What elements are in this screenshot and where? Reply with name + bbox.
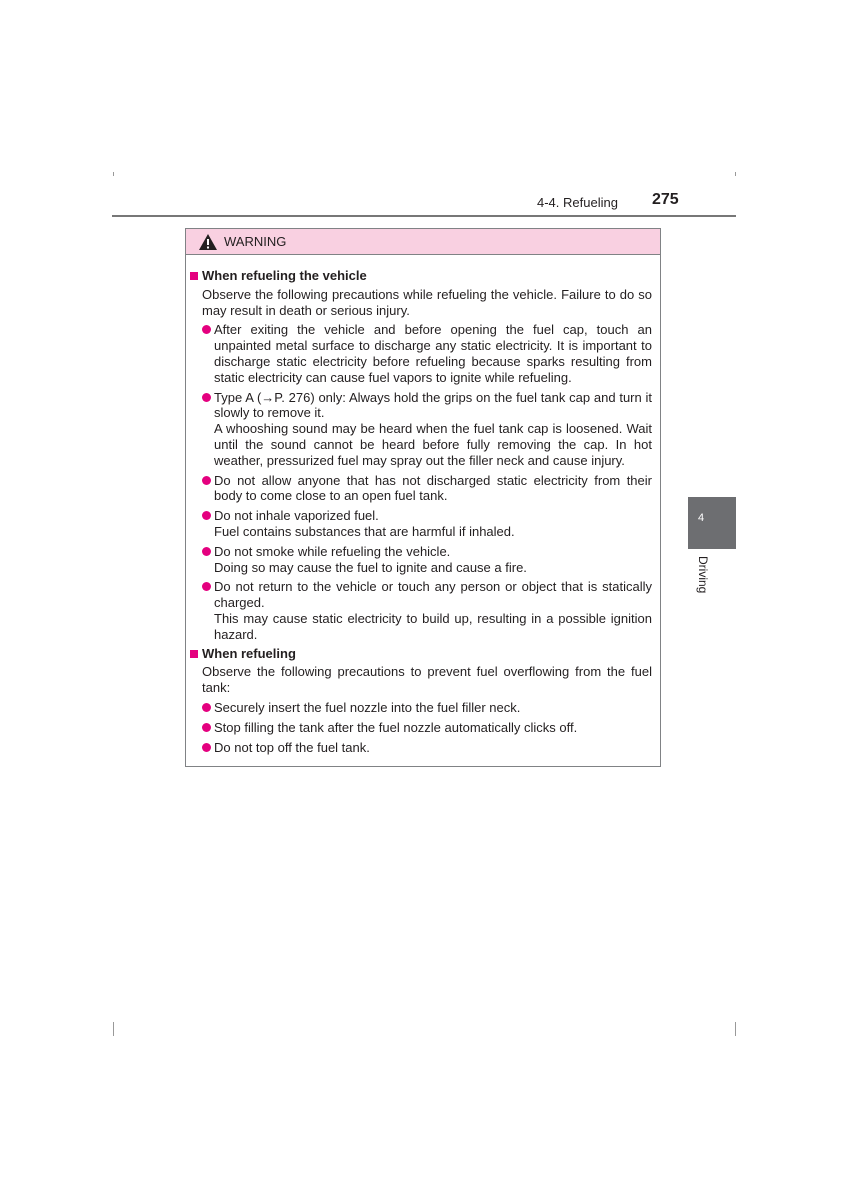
warning-triangle-icon xyxy=(198,233,218,251)
bullet-item xyxy=(190,473,656,505)
bullet-text xyxy=(214,579,652,642)
bullet-paragraph: Fuel contains substances that are harmful if inhaled. xyxy=(214,523,515,539)
section-heading xyxy=(190,268,656,284)
circle-bullet-icon xyxy=(202,511,211,520)
circle-bullet-icon xyxy=(202,547,211,556)
bullet-paragraph: Doing so may cause the fuel to ignite and cause a fire. xyxy=(214,559,527,575)
circle-bullet-icon xyxy=(202,723,211,732)
warning-section xyxy=(190,268,656,643)
chapter-number: 4 xyxy=(698,512,705,524)
bullet-paragraph: Do not return to the vehicle or touch any person or object that is statically charged. xyxy=(214,579,652,611)
bullet-paragraph: Securely insert the fuel nozzle into the fuel filler neck. xyxy=(214,699,521,715)
bullet-text xyxy=(214,544,652,576)
crop-mark xyxy=(113,172,114,176)
section-intro: Observe the following precautions while refueling the vehicle. Failure to do so may result in death or serious injury. xyxy=(202,286,652,318)
warning-content xyxy=(186,255,660,755)
crop-mark xyxy=(735,172,736,176)
section-title: 4-4. Refueling xyxy=(537,195,618,210)
bullet-text xyxy=(214,322,652,385)
bullet-item xyxy=(190,720,656,736)
bullet-item xyxy=(190,322,656,385)
chapter-label: Driving xyxy=(696,556,710,594)
bullet-text xyxy=(214,473,652,505)
bullet-paragraph: A whooshing sound may be heard when the fuel tank cap is loosened. Wait until the sound cannot be heard before fully removing the cap. In hot weather, pressurized fuel may spray out the filler neck and cause injury. xyxy=(214,421,652,468)
bullet-text xyxy=(214,508,652,540)
page-number: 275 xyxy=(652,191,679,208)
bullet-item xyxy=(190,508,656,540)
chapter-tab xyxy=(688,497,736,549)
section-heading-text: When refueling xyxy=(202,645,296,661)
bullet-paragraph: Do not top off the fuel tank. xyxy=(214,739,370,755)
warning-section xyxy=(190,646,656,756)
section-intro: Observe the following precautions to prevent fuel overflowing from the fuel tank: xyxy=(202,664,652,696)
bullet-paragraph: This may cause static electricity to build up, resulting in a possible ignition hazard. xyxy=(214,610,652,642)
section-heading-text: When refueling the vehicle xyxy=(202,268,367,283)
bullet-item xyxy=(190,390,656,469)
warning-header xyxy=(186,229,660,255)
header-divider xyxy=(112,215,736,217)
bullet-text xyxy=(214,740,652,756)
bullet-paragraph: Stop filling the tank after the fuel nozzle automatically clicks off. xyxy=(214,719,578,735)
bullet-text xyxy=(214,720,652,736)
circle-bullet-icon xyxy=(202,393,211,402)
bullet-item xyxy=(190,544,656,576)
circle-bullet-icon xyxy=(202,703,211,712)
bullet-text xyxy=(214,390,652,469)
bullet-paragraph: Do not smoke while refueling the vehicle. xyxy=(214,543,451,559)
bullet-paragraph: After exiting the vehicle and before opening the fuel cap, touch an unpainted metal surface to discharge any static electricity. It is important to discharge static electricity before refueling because sparks resulting from static electricity can cause fuel vapors to ignite while refueling. xyxy=(214,322,652,385)
circle-bullet-icon xyxy=(202,476,211,485)
bullet-item xyxy=(190,700,656,716)
warning-box xyxy=(185,228,661,767)
crop-mark xyxy=(113,1022,114,1036)
crop-mark xyxy=(735,1022,736,1036)
bullet-paragraph: Do not allow anyone that has not discharged static electricity from their body to come close to an open fuel tank. xyxy=(214,472,652,504)
bullet-item xyxy=(190,740,656,756)
circle-bullet-icon xyxy=(202,743,211,752)
bullet-paragraph: Type A (→P. 276) only: Always hold the grips on the fuel tank cap and turn it slowly to remove it. xyxy=(214,389,652,421)
circle-bullet-icon xyxy=(202,325,211,334)
square-bullet-icon xyxy=(190,272,198,280)
bullet-text xyxy=(214,700,652,716)
circle-bullet-icon xyxy=(202,582,211,591)
square-bullet-icon xyxy=(190,650,198,658)
section-heading xyxy=(190,646,656,662)
bullet-paragraph: Do not inhale vaporized fuel. xyxy=(214,508,379,524)
warning-title: WARNING xyxy=(224,234,287,249)
bullet-item xyxy=(190,579,656,642)
